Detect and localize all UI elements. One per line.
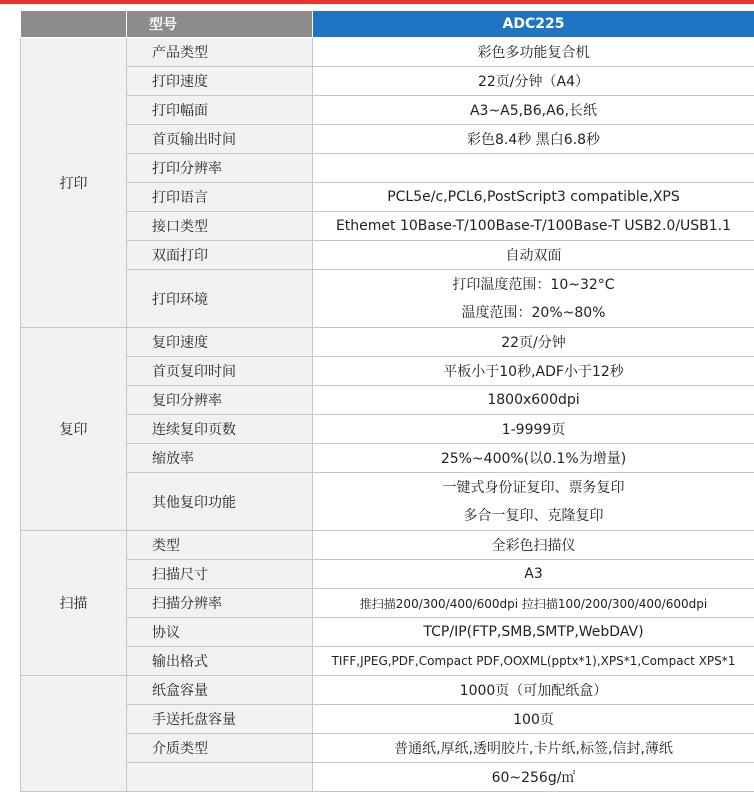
row-label: 产品类型 [127,38,313,67]
row-label: 复印速度 [127,328,313,357]
table-row [21,125,754,154]
row-value: TCP/IP(FTP,SMB,SMTP,WebDAV) [313,618,754,647]
table-row [21,734,754,763]
row-value: 100页 [313,705,754,734]
row-value: 全彩色扫描仪 [313,531,754,560]
row-label: 协议 [127,618,313,647]
table-row [21,212,754,241]
table-row [21,328,754,357]
table-row [21,444,754,473]
table-row [21,38,754,67]
top-accent-line [0,0,754,4]
row-label: 扫描尺寸 [127,560,313,589]
section-print-title: 打印 [21,38,127,328]
value-line: 打印温度范围：10~32°C [452,276,615,293]
row-value: 60~256g/㎡ [313,763,754,792]
table-row [21,241,754,270]
header-corner-cell [21,11,127,38]
row-label: 缩放率 [127,444,313,473]
row-value: 平板小于10秒,ADF小于12秒 [313,357,754,386]
row-value: 彩色8.4秒 黑白6.8秒 [313,125,754,154]
row-label [127,763,313,792]
section-copy-title: 复印 [21,328,127,531]
row-value: 1800x600dpi [313,386,754,415]
row-label: 打印幅面 [127,96,313,125]
table-row [21,763,754,792]
table-row [21,154,754,183]
model-value: ADC225 [313,11,754,38]
row-label: 连续复印页数 [127,415,313,444]
table-row [21,96,754,125]
row-label: 打印环境 [127,270,313,328]
row-value: 22页/分钟 [313,328,754,357]
row-label: 复印分辨率 [127,386,313,415]
value-line: 多合一复印、克隆复印 [463,507,604,524]
value-line: 一键式身份证复印、票务复印 [442,479,625,496]
row-value: 25%~400%(以0.1%为增量) [313,444,754,473]
value-line: 温度范围：20%~80% [461,304,606,321]
table-row [21,270,754,328]
table-row [21,589,754,618]
row-label: 双面打印 [127,241,313,270]
row-label: 输出格式 [127,647,313,676]
row-label: 打印速度 [127,67,313,96]
row-value: PCL5e/c,PCL6,PostScript3 compatible,XPS [313,183,754,212]
row-value: A3 [313,560,754,589]
table-row [21,67,754,96]
row-label: 打印语言 [127,183,313,212]
table-row [21,473,754,531]
row-value: 推扫描200/300/400/600dpi 拉扫描100/200/300/400/600dpi [313,589,754,618]
row-value: 自动双面 [313,241,754,270]
row-value: Ethemet 10Base-T/100Base-T/100Base-T USB2.0/USB1.1 [313,212,754,241]
row-value: 1-9999页 [313,415,754,444]
model-label: 型号 [127,11,313,38]
row-value-multiline [313,473,754,531]
table-row [21,531,754,560]
row-value: 普通纸,厚纸,透明胶片,卡片纸,标签,信封,薄纸 [313,734,754,763]
row-label: 纸盒容量 [127,676,313,705]
row-label: 接口类型 [127,212,313,241]
row-label: 类型 [127,531,313,560]
table-row [21,618,754,647]
row-value [313,154,754,183]
row-label: 扫描分辨率 [127,589,313,618]
table-row [21,676,754,705]
section-paper-title [21,676,127,792]
row-value: 彩色多功能复合机 [313,38,754,67]
table-header-row [21,11,754,38]
row-value: A3~A5,B6,A6,长纸 [313,96,754,125]
row-value-multiline [313,270,754,328]
row-label: 手送托盘容量 [127,705,313,734]
table-row [21,560,754,589]
table-row [21,357,754,386]
row-label: 打印分辨率 [127,154,313,183]
row-label: 首页输出时间 [127,125,313,154]
spec-table [20,10,754,792]
row-label: 首页复印时间 [127,357,313,386]
row-value: 1000页（可加配纸盒） [313,676,754,705]
table-row [21,705,754,734]
row-label: 其他复印功能 [127,473,313,531]
table-row [21,386,754,415]
table-row [21,415,754,444]
row-label: 介质类型 [127,734,313,763]
section-scan-title: 扫描 [21,531,127,676]
row-value: TIFF,JPEG,PDF,Compact PDF,OOXML(pptx*1),XPS*1,Compact XPS*1 [313,647,754,676]
row-value: 22页/分钟（A4） [313,67,754,96]
table-row [21,183,754,212]
table-row [21,647,754,676]
